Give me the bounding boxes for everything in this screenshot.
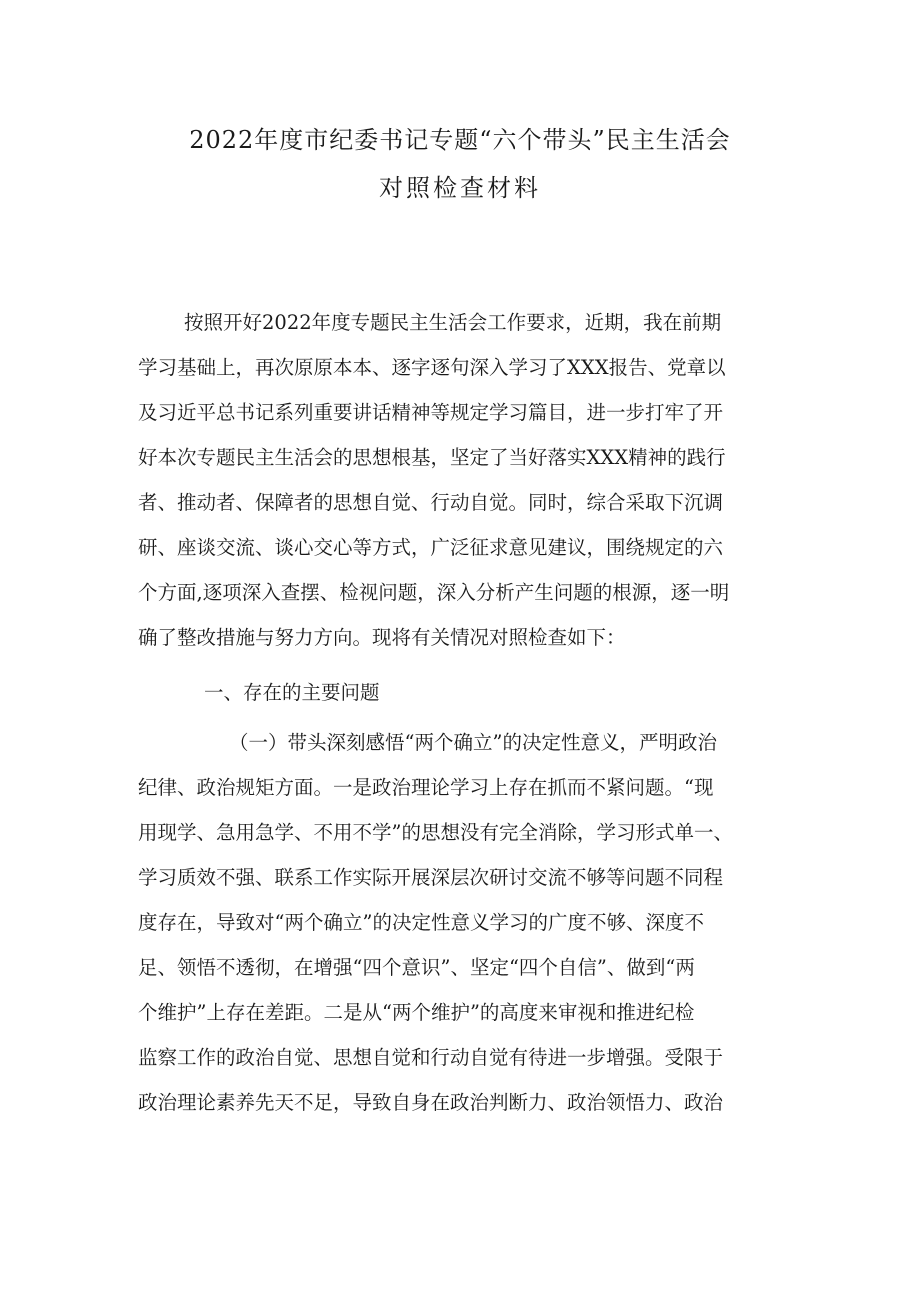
body-line: 足、领悟不透彻，在增强“四个意识”、坚定“四个自信”、做到“两: [138, 956, 695, 979]
body-line: 纪律、政治规矩方面。一是政治理论学习上存在抓而不紧问题。“现: [138, 776, 714, 799]
body-line: 个维护”上存在差距。二是从“两个维护”的高度来审视和推进纪检: [138, 1001, 695, 1024]
body-line: 用现学、急用急学、不用不学”的思想没有完全消除，学习形式单一、: [138, 821, 733, 844]
body-line: 者、推动者、保障者的思想自觉、行动自觉。同时，综合采取下沉调: [138, 491, 724, 514]
body-line: 学习基础上，再次原原本本、逐字逐句深入学习了XXX报告、党章以: [138, 356, 726, 379]
subsection-heading: （一）带头深刻感悟“两个确立”的决定性意义，严明政治: [229, 731, 717, 754]
body-line: 学习质效不强、联系工作实际开展深层次研讨交流不够等问题不同程: [138, 866, 724, 889]
body-line: 个方面,逐项深入查摆、检视问题，深入分析产生问题的根源，逐一明: [138, 581, 730, 604]
body-line: 及习近平总书记系列重要讲话精神等规定学习篇目，进一步打牢了开: [138, 401, 724, 424]
body-line: 按照开好2022年度专题民主生活会工作要求，近期，我在前期: [184, 311, 722, 334]
section-heading: 一、存在的主要问题: [204, 681, 380, 704]
body-line: 研、座谈交流、谈心交心等方式，广泛征求意见建议，围绕规定的六: [138, 536, 724, 559]
document-title-line-1: 2022年度市纪委书记专题“六个带头”民主生活会: [189, 126, 731, 154]
body-line: 好本次专题民主生活会的思想根基，坚定了当好落实XXX精神的践行: [138, 446, 726, 469]
document-title-line-2: 对照检查材料: [379, 174, 541, 202]
body-line: 政治理论素养先天不足，导致自身在政治判断力、政治领悟力、政治: [138, 1091, 724, 1114]
body-line: 监察工作的政治自觉、思想自觉和行动自觉有待进一步增强。受限于: [138, 1046, 724, 1069]
body-line: 度存在，导致对“两个确立”的决定性意义学习的广度不够、深度不: [138, 911, 704, 934]
body-line: 确了整改措施与努力方向。现将有关情况对照检查如下：: [138, 626, 626, 649]
